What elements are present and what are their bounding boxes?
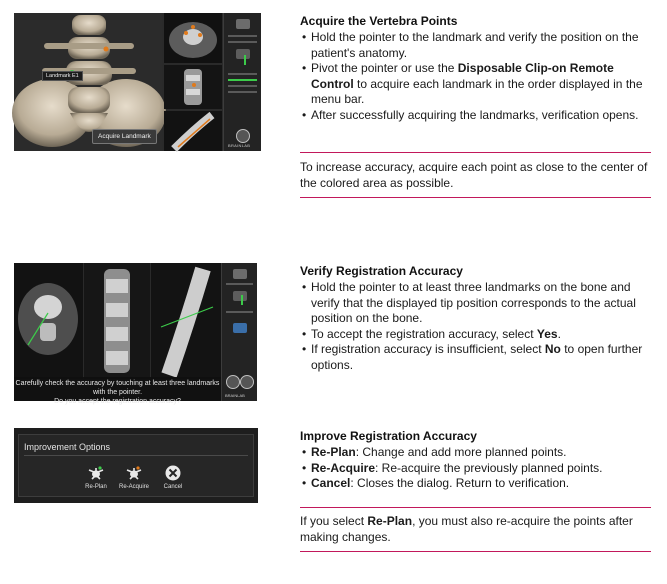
green-indicator xyxy=(241,295,243,305)
bullet-item: • Hold the pointer to the landmark and verify the position on the patient's anatomy. xyxy=(302,30,639,60)
bullet-item: • Re-Acquire: Re-acquire the previously planned points. xyxy=(302,460,603,475)
green-indicator xyxy=(244,55,246,65)
yes-icon-button[interactable] xyxy=(226,375,240,389)
divider-acquire-end xyxy=(300,197,651,198)
landmark-tag: Landmark E1 xyxy=(42,71,83,81)
bullet-item: • Cancel: Closes the dialog. Return to verification. xyxy=(302,476,570,490)
re-acquire-option[interactable] xyxy=(114,464,154,490)
verify-axial-slice xyxy=(14,263,83,379)
ct-sagittal-slice xyxy=(164,111,222,151)
note-acquire: To increase accuracy, acquire each point as close to the center of the colored area as possible. xyxy=(300,160,648,190)
bullet-item: • To accept the registration accuracy, select Yes. xyxy=(302,326,561,341)
verify-caption xyxy=(14,377,221,405)
verify-coronal-view xyxy=(84,263,150,379)
ct-coronal-slice xyxy=(164,65,222,109)
ct-axial-slice xyxy=(164,13,222,63)
cancel-x-icon xyxy=(164,464,182,482)
section-title-improve: Improve Registration Accuracy xyxy=(300,429,477,443)
no-icon-button[interactable] xyxy=(240,375,254,389)
verify-coronal-slice xyxy=(84,263,150,379)
brainlab-logo: BRAINLAB xyxy=(228,143,251,148)
acquire-menu-bar xyxy=(223,13,261,151)
brainlab-logo: BRAINLAB xyxy=(225,393,245,398)
acquire-screenshot xyxy=(14,13,261,151)
bullet-item: • Re-Plan: Change and add more planned points. xyxy=(302,445,567,459)
cancel-icon-button[interactable] xyxy=(236,129,250,143)
cancel-label: Cancel xyxy=(163,484,183,490)
ct-sagittal-view xyxy=(164,111,222,151)
bullet-item: • Hold the pointer to at least three landmarks on the bone and verify that the displayed tip position corresponds to the actual position on the bone. xyxy=(302,280,636,325)
bullets-acquire xyxy=(300,30,652,123)
verify-sagittal-slice xyxy=(151,263,221,379)
bullets-improve xyxy=(300,445,652,492)
verify-sagittal-view xyxy=(151,263,221,379)
cancel-option[interactable] xyxy=(153,464,193,490)
divider-acquire xyxy=(300,152,651,153)
vertebra-icon xyxy=(87,464,105,482)
vertebra-icon xyxy=(125,464,143,482)
camera-icon xyxy=(233,323,247,333)
menu-icon xyxy=(236,19,250,29)
spine-3d-view xyxy=(14,13,162,151)
verify-menu-bar xyxy=(221,263,257,401)
verify-axial-view xyxy=(14,263,83,379)
section-title-verify: Verify Registration Accuracy xyxy=(300,264,463,278)
divider-improve-end xyxy=(300,551,651,552)
ct-axial-view xyxy=(164,13,222,63)
acquire-landmark-button[interactable]: Acquire Landmark xyxy=(92,129,157,144)
verify-screenshot xyxy=(14,263,257,405)
improvement-options-dialog xyxy=(14,428,258,503)
divider-improve xyxy=(300,507,651,508)
re-plan-option[interactable] xyxy=(76,464,116,490)
re-acquire-label: Re-Acquire xyxy=(118,484,149,490)
note-improve: If you select Re-Plan, you must also re-acquire the points after making changes. xyxy=(300,514,633,544)
ct-coronal-view xyxy=(164,65,222,109)
re-plan-label: Re-Plan xyxy=(85,484,107,490)
bullet-item: • If registration accuracy is insufficient, select No to open further options. xyxy=(302,342,643,372)
bullet-item: • After successfully acquiring the landmarks, verification opens. xyxy=(302,107,639,122)
verify-caption-line2: Do you accept the registration accuracy? xyxy=(54,398,181,405)
bullet-item: • Pivot the pointer or use the Disposable Clip-on Remote Control to acquire each landmark in the order displayed in the menu bar. xyxy=(302,61,643,106)
menu-icon xyxy=(233,269,247,279)
section-title-acquire: Acquire the Vertebra Points xyxy=(300,14,458,28)
pointer-icon xyxy=(233,291,247,301)
pointer-icon xyxy=(236,49,250,59)
verify-caption-line1: Carefully check the accuracy by touching at least three landmarks with the pointer. xyxy=(15,380,220,396)
bullets-verify xyxy=(300,280,652,373)
dialog-title: Improvement Options xyxy=(24,442,111,452)
dialog-divider xyxy=(24,455,248,456)
